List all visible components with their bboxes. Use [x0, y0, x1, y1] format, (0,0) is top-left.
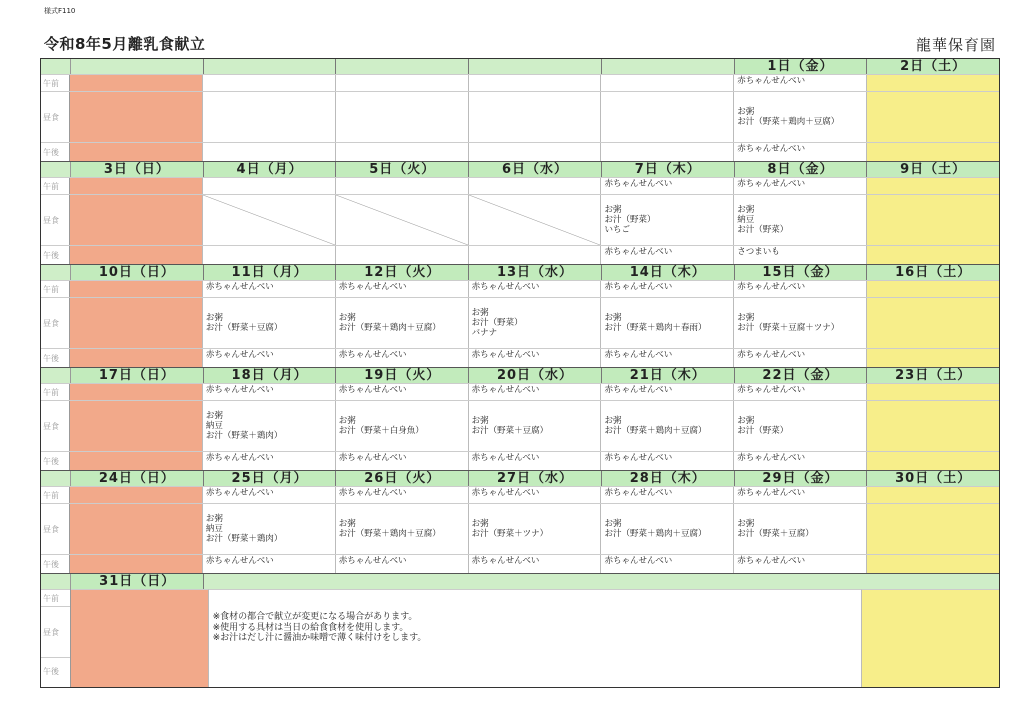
- day-header: 22日（金）: [735, 368, 868, 383]
- menu-cell: [70, 143, 203, 161]
- week-header: [41, 471, 999, 486]
- menu-cell: 赤ちゃんせんべい: [203, 384, 336, 400]
- meal-row-lunch: [41, 194, 999, 245]
- meal-row-lunch: [41, 297, 999, 348]
- menu-cell: 赤ちゃんせんべい: [601, 452, 734, 470]
- menu-cell: 赤ちゃんせんべい: [734, 143, 867, 161]
- menu-cell: お粥 お汁（野菜＋白身魚）: [336, 401, 469, 451]
- menu-cell: 赤ちゃんせんべい: [601, 384, 734, 400]
- menu-cell: 赤ちゃんせんべい: [734, 349, 867, 367]
- menu-cell: 赤ちゃんせんべい: [601, 349, 734, 367]
- menu-cell: お粥 お汁（野菜）: [734, 401, 867, 451]
- menu-cell: [203, 143, 336, 161]
- menu-cell: 赤ちゃんせんべい: [469, 281, 602, 297]
- day-header: 11日（月）: [204, 265, 337, 280]
- menu-cell: [336, 75, 469, 91]
- week-block: [41, 471, 999, 574]
- menu-cell: お粥 お汁（野菜＋豆腐）: [469, 401, 602, 451]
- menu-cell: [469, 178, 602, 194]
- week-header: [41, 574, 999, 589]
- header-corner: [41, 471, 71, 486]
- menu-cell: 赤ちゃんせんべい: [336, 384, 469, 400]
- menu-cell: 赤ちゃんせんべい: [734, 281, 867, 297]
- row-label: 午後: [41, 143, 70, 161]
- day-header: 27日（水）: [469, 471, 602, 486]
- meal-row-am: [41, 486, 999, 503]
- day-header: 3日（日）: [71, 162, 204, 177]
- menu-cell: [601, 75, 734, 91]
- menu-cell: お粥 納豆 お汁（野菜）: [734, 195, 867, 245]
- day-header: [204, 59, 337, 74]
- row-label: 昼食: [41, 401, 70, 451]
- day-header: 13日（水）: [469, 265, 602, 280]
- menu-cell: [469, 92, 602, 142]
- meal-row-pm: [41, 142, 999, 161]
- row-label: 午前: [41, 384, 70, 400]
- school-name: 龍華保育園: [915, 36, 996, 54]
- menu-cell: お粥 お汁（野菜＋ツナ）: [469, 504, 602, 554]
- menu-cell: [867, 75, 999, 91]
- week-header: [41, 162, 999, 177]
- row-label: 昼食: [41, 92, 70, 142]
- notes-area: [209, 589, 863, 687]
- menu-cell: お粥 お汁（野菜） いちご: [601, 195, 734, 245]
- menu-cell: [203, 178, 336, 194]
- menu-calendar: [40, 58, 1000, 688]
- menu-cell: 赤ちゃんせんべい: [203, 487, 336, 503]
- menu-cell: [70, 487, 203, 503]
- day-header: 20日（水）: [469, 368, 602, 383]
- menu-cell: 赤ちゃんせんべい: [734, 384, 867, 400]
- menu-cell: [70, 246, 203, 264]
- meal-row-pm: [41, 245, 999, 264]
- meal-row-lunch: [41, 91, 999, 142]
- menu-cell: お粥 お汁（野菜） バナナ: [469, 298, 602, 348]
- page-title: 令和8年5月離乳食献立: [44, 35, 206, 53]
- day-header: 31日（日）: [71, 574, 204, 589]
- menu-cell: お粥 納豆 お汁（野菜＋鶏肉）: [203, 504, 336, 554]
- row-label: 午前: [41, 281, 70, 297]
- menu-cell: [867, 555, 999, 573]
- menu-cell: [867, 178, 999, 194]
- menu-cell: 赤ちゃんせんべい: [469, 452, 602, 470]
- day-header: 1日（金）: [735, 59, 868, 74]
- row-label: 午前: [41, 75, 70, 91]
- week-header: [41, 265, 999, 280]
- row-label: 午前: [41, 487, 70, 503]
- row-label: 午後: [41, 246, 70, 264]
- header-corner: [41, 59, 71, 74]
- day-header: 16日（土）: [867, 265, 999, 280]
- menu-cell: [336, 246, 469, 264]
- row-label: 午後: [41, 452, 70, 470]
- header-corner: [41, 162, 71, 177]
- row-labels: [41, 589, 71, 687]
- menu-cell: お粥 お汁（野菜＋豆腐）: [203, 298, 336, 348]
- menu-cell: [867, 504, 999, 554]
- menu-cell: [336, 178, 469, 194]
- menu-cell: 赤ちゃんせんべい: [734, 178, 867, 194]
- menu-cell: お粥 お汁（野菜＋鶏肉＋春雨）: [601, 298, 734, 348]
- meal-row-am: [41, 74, 999, 91]
- menu-cell: 赤ちゃんせんべい: [336, 555, 469, 573]
- menu-cell: [70, 452, 203, 470]
- day-header: 26日（火）: [336, 471, 469, 486]
- menu-cell: [70, 349, 203, 367]
- week-block-last: [41, 574, 999, 687]
- day-header: [469, 59, 602, 74]
- menu-cell: [70, 401, 203, 451]
- week-block: [41, 368, 999, 471]
- menu-cell: 赤ちゃんせんべい: [601, 246, 734, 264]
- meal-row-pm: [41, 348, 999, 367]
- menu-cell: [203, 195, 336, 245]
- menu-cell: 赤ちゃんせんべい: [336, 349, 469, 367]
- meal-row-am: [41, 177, 999, 194]
- menu-cell: お粥 お汁（野菜＋鶏肉＋豆腐）: [601, 504, 734, 554]
- day-header: 6日（水）: [469, 162, 602, 177]
- header-corner: [41, 368, 71, 383]
- menu-cell: [70, 384, 203, 400]
- menu-cell: お粥 お汁（野菜＋鶏肉＋豆腐）: [336, 504, 469, 554]
- menu-cell: お粥 お汁（野菜＋豆腐＋ツナ）: [734, 298, 867, 348]
- menu-cell: [70, 195, 203, 245]
- day-header: 19日（火）: [336, 368, 469, 383]
- week-block: [41, 162, 999, 265]
- day-header: 21日（木）: [602, 368, 735, 383]
- form-number: 様式F110: [44, 7, 76, 15]
- menu-cell: [469, 75, 602, 91]
- day-header: 28日（木）: [602, 471, 735, 486]
- notes-text: ※食材の都合で献立が変更になる場合があります。 ※使用する具材は当日の給食食材を使用します。 ※お汁はだし汁に醤油か味噌で薄く味付けをします。: [212, 612, 427, 643]
- menu-cell: [70, 504, 203, 554]
- menu-cell: [336, 92, 469, 142]
- menu-cell: [336, 143, 469, 161]
- week-block: [41, 265, 999, 368]
- day-header: 14日（木）: [602, 265, 735, 280]
- day-header: 10日（日）: [71, 265, 204, 280]
- menu-cell: [867, 281, 999, 297]
- menu-cell: [867, 452, 999, 470]
- menu-cell: [70, 281, 203, 297]
- menu-cell: [867, 195, 999, 245]
- day-header: 7日（木）: [602, 162, 735, 177]
- menu-cell: 赤ちゃんせんべい: [203, 555, 336, 573]
- day-header: [602, 59, 735, 74]
- row-label: 午前: [41, 178, 70, 194]
- menu-cell: 赤ちゃんせんべい: [601, 281, 734, 297]
- header-corner: [41, 265, 71, 280]
- day-header: 9日（土）: [867, 162, 999, 177]
- menu-cell: [469, 246, 602, 264]
- menu-cell: お粥 納豆 お汁（野菜＋鶏肉）: [203, 401, 336, 451]
- menu-cell: [203, 75, 336, 91]
- menu-cell: 赤ちゃんせんべい: [469, 487, 602, 503]
- row-label: 午後: [41, 349, 70, 367]
- menu-cell: [70, 75, 203, 91]
- day-header: 25日（月）: [204, 471, 337, 486]
- sunday-cell: [71, 589, 209, 687]
- week-header: [41, 368, 999, 383]
- day-header: 24日（日）: [71, 471, 204, 486]
- meal-row-lunch: [41, 400, 999, 451]
- menu-cell: [469, 143, 602, 161]
- week-header: [41, 59, 999, 74]
- header-corner: [41, 574, 71, 589]
- row-label: 昼食: [41, 504, 70, 554]
- menu-cell: [70, 178, 203, 194]
- menu-cell: [469, 195, 602, 245]
- day-header: [336, 59, 469, 74]
- meal-row-pm: [41, 451, 999, 470]
- menu-cell: [867, 384, 999, 400]
- row-label: 昼食: [41, 298, 70, 348]
- menu-cell: 赤ちゃんせんべい: [336, 281, 469, 297]
- menu-cell: 赤ちゃんせんべい: [734, 75, 867, 91]
- menu-cell: [601, 143, 734, 161]
- menu-cell: 赤ちゃんせんべい: [601, 555, 734, 573]
- row-label: 午後: [41, 555, 70, 573]
- day-header: 12日（火）: [336, 265, 469, 280]
- saturday-cell: [862, 589, 999, 687]
- menu-cell: 赤ちゃんせんべい: [734, 555, 867, 573]
- menu-cell: 赤ちゃんせんべい: [601, 487, 734, 503]
- menu-cell: 赤ちゃんせんべい: [469, 349, 602, 367]
- menu-cell: [70, 555, 203, 573]
- menu-cell: [867, 246, 999, 264]
- day-header: 30日（土）: [867, 471, 999, 486]
- day-header: [71, 59, 204, 74]
- menu-cell: [336, 195, 469, 245]
- menu-cell: [867, 143, 999, 161]
- day-header-blank: [204, 574, 999, 589]
- day-header: 5日（火）: [336, 162, 469, 177]
- menu-cell: お粥 お汁（野菜＋鶏肉＋豆腐）: [601, 401, 734, 451]
- menu-cell: [203, 246, 336, 264]
- menu-cell: [867, 487, 999, 503]
- day-header: 18日（月）: [204, 368, 337, 383]
- menu-cell: 赤ちゃんせんべい: [336, 452, 469, 470]
- menu-cell: 赤ちゃんせんべい: [601, 178, 734, 194]
- day-header: 2日（土）: [867, 59, 999, 74]
- row-label: 午後: [41, 657, 70, 684]
- meal-row-lunch: [41, 503, 999, 554]
- day-header: 29日（金）: [735, 471, 868, 486]
- menu-cell: お粥 お汁（野菜＋豆腐）: [734, 504, 867, 554]
- day-header: 8日（金）: [735, 162, 868, 177]
- menu-cell: [867, 92, 999, 142]
- menu-cell: 赤ちゃんせんべい: [469, 384, 602, 400]
- menu-cell: [601, 92, 734, 142]
- day-header: 4日（月）: [204, 162, 337, 177]
- meal-row-pm: [41, 554, 999, 573]
- day-header: 23日（土）: [867, 368, 999, 383]
- menu-cell: [867, 349, 999, 367]
- menu-cell: 赤ちゃんせんべい: [336, 487, 469, 503]
- row-label: 午前: [41, 589, 70, 606]
- menu-cell: [70, 92, 203, 142]
- menu-cell: さつまいも: [734, 246, 867, 264]
- menu-cell: 赤ちゃんせんべい: [734, 452, 867, 470]
- menu-cell: お粥 お汁（野菜＋鶏肉＋豆腐）: [336, 298, 469, 348]
- day-header: 15日（金）: [735, 265, 868, 280]
- menu-cell: 赤ちゃんせんべい: [469, 555, 602, 573]
- menu-cell: [867, 298, 999, 348]
- day-header: 17日（日）: [71, 368, 204, 383]
- menu-cell: 赤ちゃんせんべい: [734, 487, 867, 503]
- row-label: 昼食: [41, 195, 70, 245]
- meal-row-am: [41, 280, 999, 297]
- menu-cell: 赤ちゃんせんべい: [203, 349, 336, 367]
- menu-cell: [70, 298, 203, 348]
- menu-cell: 赤ちゃんせんべい: [203, 281, 336, 297]
- row-label: 昼食: [41, 606, 70, 657]
- meal-row-am: [41, 383, 999, 400]
- menu-cell: お粥 お汁（野菜＋鶏肉＋豆腐）: [734, 92, 867, 142]
- menu-cell: [867, 401, 999, 451]
- last-week-body: [41, 589, 999, 687]
- menu-cell: [203, 92, 336, 142]
- menu-cell: 赤ちゃんせんべい: [203, 452, 336, 470]
- week-block: [41, 59, 999, 162]
